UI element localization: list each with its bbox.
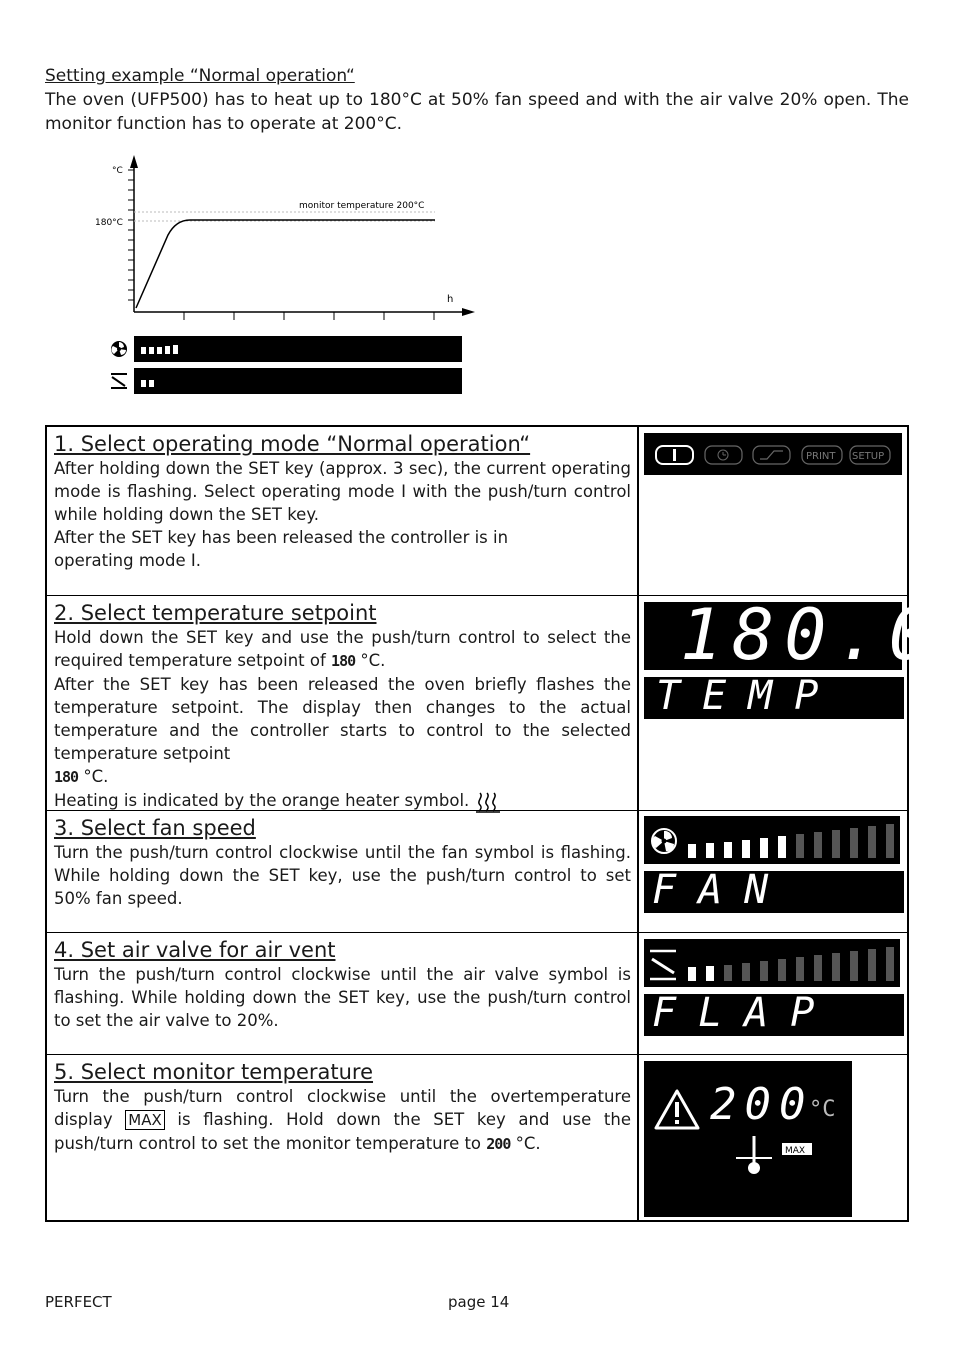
y-unit-label: °C: [112, 166, 123, 176]
step-5-text-a: Turn the push/turn control clockwise until the overtemperature display: [54, 1087, 631, 1129]
display-label-temp: TEMP: [656, 673, 841, 719]
fan-level-segments: [134, 336, 462, 362]
step-1-text3: operating mode I.: [54, 551, 201, 570]
air-valve-display: [644, 939, 900, 987]
step-5-title: 5. Select monitor temperature: [54, 1060, 374, 1084]
max-indicator: MAX: [125, 1110, 164, 1130]
monitor-label: monitor temperature 200°C: [299, 201, 425, 211]
step-2-text-a: Hold down the SET key and use the push/turn control to select the required temperature setpoint of: [54, 628, 631, 670]
step-1: [47, 427, 907, 596]
example-text: The oven (UFP500) has to heat up to 180°C at 50% fan speed and with the air valve 20% open. The monitor function has to operate at 200°C.: [45, 90, 909, 134]
mode-ramp-button: [753, 446, 790, 464]
setpoint-value-2: 180: [54, 768, 79, 786]
step-1-text: After holding down the SET key (approx. 3 sec), the current operating mode is flashing. Select operating mode I with the push/turn control while holding down the SET key.: [54, 459, 631, 524]
footer-page: page 14: [448, 1293, 510, 1311]
mode-buttons: [644, 433, 902, 475]
step-4-title: 4. Set air valve for air vent: [54, 938, 336, 962]
step-3-title: 3. Select fan speed: [54, 816, 256, 840]
fan-icon: [110, 340, 128, 358]
footer-brand: PERFECT: [45, 1293, 112, 1311]
print-label: PRINT: [806, 451, 836, 462]
steps-table: [45, 425, 941, 1222]
air-valve-level-segments: [134, 368, 462, 394]
temperature-display: [644, 594, 941, 676]
flap-label-display: [644, 990, 904, 1036]
step-1-title: 1. Select operating mode “Normal operation“: [54, 432, 531, 456]
x-unit-label: h: [447, 294, 454, 305]
monitor-display: [644, 1061, 852, 1217]
setup-label: SETUP: [852, 451, 885, 462]
setpoint-value: 180: [331, 652, 356, 670]
heater-icon: [475, 791, 501, 813]
step-5: [47, 1055, 907, 1222]
air-valve-icon: [110, 372, 128, 390]
display-value: 180.0: [680, 594, 941, 676]
temp-label-display: [644, 673, 904, 719]
fan-label-display: [644, 867, 904, 913]
fan-level-bar: [134, 336, 462, 362]
step-5-text-b: is flashing. Hold down the SET key and use the push/turn control to set the monitor temperature to: [54, 1110, 632, 1153]
step-2-title: 2. Select temperature setpoint: [54, 601, 377, 625]
monitor-display-value: 200: [710, 1079, 814, 1130]
step-2-text-b: After the SET key has been released the oven briefly flashes the temperature setpoint. The display then changes to the actual temperature and the controller starts to control to the selected temperature setpoint: [54, 675, 631, 763]
step-4: [47, 933, 907, 1055]
display-max-label: MAX: [785, 1146, 806, 1156]
step-3-text: Turn the push/turn control clockwise until the fan symbol is flashing. While holding down the SET key, use the push/turn control to set 50% fan speed.: [54, 843, 631, 908]
step-2: [47, 594, 941, 811]
monitor-value: 200: [486, 1135, 511, 1153]
monitor-display-unit: °C: [809, 1097, 836, 1122]
temperature-graph: [90, 150, 490, 400]
example-heading: Setting example “Normal operation“: [45, 66, 355, 86]
fan-display: [644, 816, 900, 864]
intro: [45, 64, 909, 136]
step-4-text: Turn the push/turn control clockwise until the air valve symbol is flashing. While holding down the SET key, use the push/turn control to set the air valve to 20%.: [54, 965, 631, 1030]
display-label-flap: FLAP: [652, 990, 837, 1036]
air-valve-level-display: [644, 939, 900, 987]
mode-selector-panel: [644, 433, 902, 475]
air-valve-level-bar: [134, 368, 462, 394]
fan-level-display: [644, 816, 900, 864]
step-2-text-c: Heating is indicated by the orange heater symbol.: [54, 791, 470, 810]
setpoint-unit-2: °C.: [83, 767, 109, 786]
step-1-text2: After the SET key has been released the controller is in: [54, 528, 509, 547]
y-180-label: 180°C: [95, 218, 123, 228]
monitor-unit: °C.: [515, 1134, 541, 1153]
display-label-fan: FAN: [652, 867, 791, 913]
step-3: [47, 811, 907, 933]
setpoint-unit: °C.: [360, 651, 386, 670]
